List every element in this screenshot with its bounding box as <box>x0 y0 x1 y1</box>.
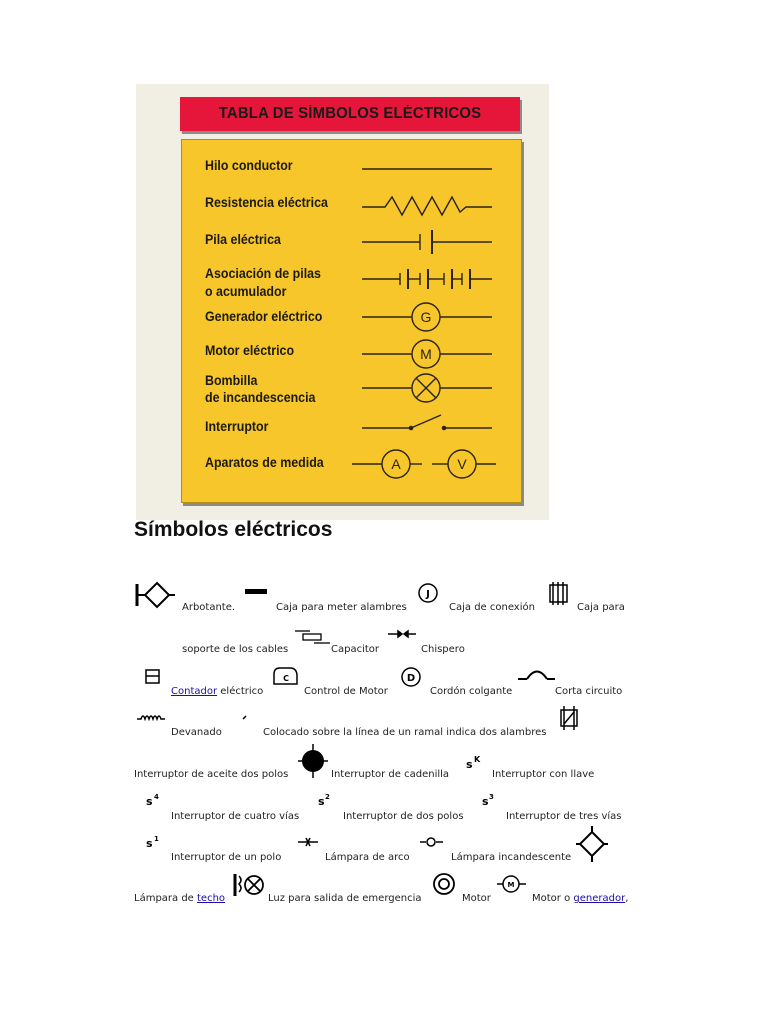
label-int-dos: Interruptor de dos polos <box>343 811 464 822</box>
voltmeter-letter: V <box>457 456 467 472</box>
label-control-motor: Control de Motor <box>304 686 388 697</box>
label-motor: Motor <box>462 893 491 904</box>
label-contador: Contador eléctrico <box>171 686 264 697</box>
bracket-lamp-icon <box>137 583 175 607</box>
row-label-motor: Motor eléctrico <box>205 343 295 358</box>
techo-link[interactable]: techo <box>197 893 226 904</box>
cable-support-box-icon <box>550 582 567 605</box>
meters-symbol <box>352 450 496 478</box>
key-switch-s: s <box>466 758 473 771</box>
label-colocado: Colocado sobre la línea de un ramal indica dos alambres <box>263 727 547 738</box>
row-label-resistencia: Resistencia eléctrica <box>205 195 328 210</box>
single-pole-switch-1: 1 <box>154 835 159 843</box>
table-title: TABLA DE SÍMBOLOS ELÉCTRICOS <box>218 105 482 122</box>
label-caja-para: Caja para <box>577 602 625 613</box>
label-int-cuatro: Interruptor de cuatro vías <box>171 811 300 822</box>
three-way-switch-3: 3 <box>489 793 494 801</box>
ceiling-lamp-icon <box>576 826 608 862</box>
oil-switch-icon <box>561 706 577 730</box>
double-pole-switch-2: 2 <box>325 793 330 801</box>
label-int-tres: Interruptor de tres vías <box>506 811 622 822</box>
spark-gap-icon <box>388 631 416 637</box>
label-int-llave: Interruptor con llave <box>492 769 595 780</box>
battery-bank-symbol <box>362 269 492 289</box>
pendant-cord-letter: D <box>406 673 416 684</box>
circuit-breaker-icon <box>518 672 555 680</box>
label-soporte-cables: soporte de los cables <box>182 644 289 655</box>
ammeter-letter: A <box>391 456 401 472</box>
label-arbotante: Arbotante. <box>182 602 236 613</box>
single-pole-switch-s: s <box>146 837 153 850</box>
wire-box-icon <box>245 589 267 594</box>
resistor-symbol <box>362 197 492 215</box>
label-caja-alambres: Caja para meter alambres <box>276 602 407 613</box>
arc-lamp-icon <box>298 838 318 846</box>
row-label-interruptor: Interruptor <box>205 419 269 434</box>
row-label-aparatos: Aparatos de medida <box>205 455 324 470</box>
contador-link[interactable]: Contador <box>171 686 218 697</box>
electric-meter-icon <box>146 670 159 683</box>
label-cordon-colgante: Cordón colgante <box>430 686 513 697</box>
label-lampara-incand: Lámpara incandescente <box>451 852 572 863</box>
label-capacitor: Capacitor <box>331 644 380 655</box>
row-label-incandescencia: de incandescencia <box>205 390 316 405</box>
label-lampara-techo: Lámpara de techo <box>134 893 226 904</box>
row-label-asociacion-pilas: Asociación de pilas <box>205 266 321 281</box>
label-motor-generador: Motor o generador, <box>532 893 629 904</box>
capacitor-icon <box>295 631 330 643</box>
junction-box-letter: J <box>426 589 430 600</box>
lamp-symbol <box>362 374 492 402</box>
winding-icon <box>137 716 165 719</box>
label-corta-circuito: Corta circuito <box>555 686 623 697</box>
three-way-switch-s: s <box>482 795 489 808</box>
label-devanado: Devanado <box>171 727 222 738</box>
row-label-acumulador: o acumulador <box>205 284 287 299</box>
two-wires-mark-icon <box>243 716 246 719</box>
label-luz-emergencia: Luz para salida de emergencia <box>268 893 422 904</box>
motor-icon <box>434 874 454 894</box>
generador-link[interactable]: generador <box>573 893 626 904</box>
generator-letter: G <box>420 309 432 325</box>
label-chispero: Chispero <box>421 644 465 655</box>
row-label-pila: Pila eléctrica <box>205 232 281 247</box>
motor-generator-letter: M <box>507 881 515 889</box>
double-pole-switch-s: s <box>318 795 325 808</box>
section-heading: Símbolos eléctricos <box>134 518 333 541</box>
key-switch-k: K <box>474 755 481 764</box>
four-way-switch-4: 4 <box>154 793 159 801</box>
emergency-light-icon <box>235 874 263 896</box>
four-way-switch-s: s <box>146 795 153 808</box>
label-int-cadenilla: Interruptor de cadenilla <box>331 769 450 780</box>
row-label-bombilla: Bombilla <box>205 373 258 388</box>
label-int-uno: Interruptor de un polo <box>171 852 282 863</box>
label-caja-conexion: Caja de conexión <box>449 602 535 613</box>
switch-symbol <box>362 415 492 430</box>
row-label-generador: Generador eléctrico <box>205 309 323 324</box>
motor-control-letter: C <box>283 674 289 683</box>
battery-symbol <box>362 230 492 254</box>
label-lampara-arco: Lámpara de arco <box>325 852 410 863</box>
pull-chain-switch-icon <box>298 744 328 778</box>
incandescent-lamp-icon <box>420 838 443 846</box>
motor-letter: M <box>420 346 432 362</box>
label-int-aceite: Interruptor de aceite dos polos <box>134 769 289 780</box>
row-label-hilo-conductor: Hilo conductor <box>205 158 293 173</box>
